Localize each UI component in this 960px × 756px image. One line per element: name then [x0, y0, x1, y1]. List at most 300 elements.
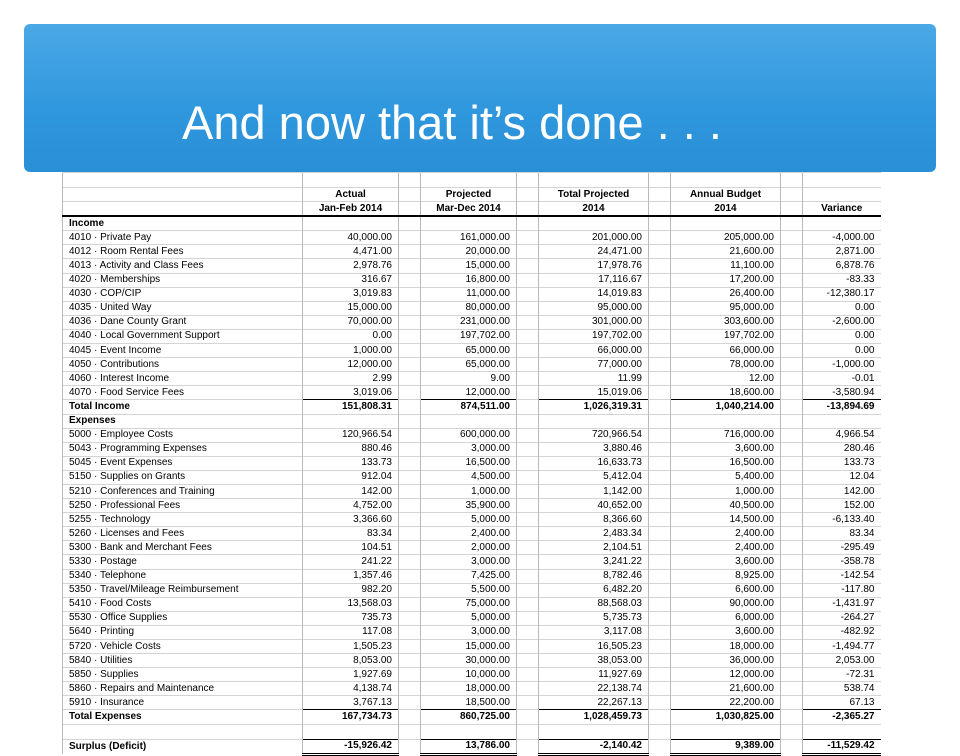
spacer-cell — [649, 344, 671, 358]
spacer-cell — [649, 216, 671, 231]
total-projected-value: 88,568.03 — [539, 597, 649, 611]
expense-row — [63, 470, 881, 484]
spacer-cell — [781, 301, 803, 315]
actual-value: 133.73 — [303, 456, 399, 470]
projected-value: 75,000.00 — [421, 597, 517, 611]
variance-value: 133.73 — [803, 456, 881, 470]
column-header: Jan-Feb 2014 — [303, 202, 399, 217]
expense-row — [63, 569, 881, 583]
spacer-cell — [539, 724, 649, 739]
projected-value: 161,000.00 — [421, 231, 517, 245]
projected-value: 3,000.00 — [421, 555, 517, 569]
total-projected-value: 3,241.22 — [539, 555, 649, 569]
spacer-cell — [399, 724, 421, 739]
spacer-cell — [781, 583, 803, 597]
spacer-cell — [399, 527, 421, 541]
spacer-cell — [399, 259, 421, 273]
variance-value: 142.00 — [803, 484, 881, 498]
spacer-cell — [63, 188, 303, 202]
expense-row — [63, 640, 881, 654]
spacer-cell — [649, 527, 671, 541]
actual-value: 8,053.00 — [303, 654, 399, 668]
spacer-cell — [399, 315, 421, 329]
total-projected-value: 201,000.00 — [539, 231, 649, 245]
annual-budget-value: 21,600.00 — [671, 682, 781, 696]
account-label: 5210 · Conferences and Training — [63, 484, 303, 498]
spacer-cell — [517, 513, 539, 527]
actual-value: 1,927.69 — [303, 668, 399, 682]
spacer-cell — [399, 216, 421, 231]
annual-budget-value: 90,000.00 — [671, 597, 781, 611]
spacer-cell — [399, 273, 421, 287]
projected-value: 11,000.00 — [421, 287, 517, 301]
income-row — [63, 245, 881, 259]
annual-budget-value: 2,400.00 — [671, 527, 781, 541]
spacer-cell — [649, 259, 671, 273]
expense-row — [63, 513, 881, 527]
projected-value: 80,000.00 — [421, 301, 517, 315]
spacer-cell — [399, 696, 421, 710]
title-banner — [24, 24, 936, 172]
section-label: Income — [63, 216, 303, 231]
annual-budget-value: 66,000.00 — [671, 344, 781, 358]
spacer-cell — [649, 611, 671, 625]
spacer-cell — [649, 541, 671, 555]
total-projected-value: 14,019.83 — [539, 287, 649, 301]
spacer-cell — [781, 724, 803, 739]
account-label: 5410 · Food Costs — [63, 597, 303, 611]
total-projected-value: 1,028,459.73 — [539, 710, 649, 724]
spacer-cell — [399, 414, 421, 428]
spacer-cell — [399, 555, 421, 569]
spacer-cell — [649, 273, 671, 287]
actual-value: 3,019.83 — [303, 287, 399, 301]
actual-value: 2.99 — [303, 372, 399, 386]
total-projected-value: 11,927.69 — [539, 668, 649, 682]
spacer-cell — [803, 414, 881, 428]
actual-value: 4,138.74 — [303, 682, 399, 696]
spacer-cell — [781, 372, 803, 386]
spacer-cell — [649, 654, 671, 668]
spacer-cell — [517, 555, 539, 569]
spacer-cell — [63, 173, 303, 188]
variance-value: -482.92 — [803, 625, 881, 639]
spacer-cell — [399, 372, 421, 386]
spacer-cell — [517, 428, 539, 442]
projected-value: 3,000.00 — [421, 625, 517, 639]
annual-budget-value: 11,100.00 — [671, 259, 781, 273]
spacer-cell — [399, 541, 421, 555]
spacer-cell — [517, 499, 539, 513]
annual-budget-value: 205,000.00 — [671, 231, 781, 245]
spacer-cell — [517, 682, 539, 696]
spacer-cell — [649, 442, 671, 456]
spacer-cell — [649, 499, 671, 513]
total-projected-value: 38,053.00 — [539, 654, 649, 668]
spacer-cell — [421, 414, 517, 428]
variance-value: -1,000.00 — [803, 358, 881, 372]
budget-spreadsheet — [62, 172, 880, 756]
income-row — [63, 231, 881, 245]
projected-value: 1,000.00 — [421, 484, 517, 498]
budget-table — [62, 172, 881, 756]
spacer-cell — [399, 640, 421, 654]
actual-value: 40,000.00 — [303, 231, 399, 245]
actual-value: 4,471.00 — [303, 245, 399, 259]
expense-row — [63, 541, 881, 555]
spacer-cell — [399, 245, 421, 259]
projected-value: 5,500.00 — [421, 583, 517, 597]
spacer-cell — [781, 245, 803, 259]
spacer-cell — [649, 301, 671, 315]
spacer-cell — [649, 315, 671, 329]
spacer-cell — [517, 287, 539, 301]
account-label: 5850 · Supplies — [63, 668, 303, 682]
spacer-cell — [781, 400, 803, 414]
account-label: 4070 · Food Service Fees — [63, 386, 303, 400]
slide-title: And now that it’s done . . . — [182, 96, 722, 149]
variance-value: -72.31 — [803, 668, 881, 682]
spacer-cell — [649, 329, 671, 343]
variance-value: 0.00 — [803, 344, 881, 358]
spacer-cell — [517, 724, 539, 739]
spacer-cell — [649, 188, 671, 202]
account-label: 4036 · Dane County Grant — [63, 315, 303, 329]
projected-value: 65,000.00 — [421, 344, 517, 358]
variance-value: 152.00 — [803, 499, 881, 513]
spacer-cell — [399, 456, 421, 470]
header-row-2 — [63, 202, 881, 217]
account-label: 4035 · United Way — [63, 301, 303, 315]
spacer-cell — [399, 739, 421, 754]
spacer-cell — [649, 202, 671, 217]
account-label: 5150 · Supplies on Grants — [63, 470, 303, 484]
projected-value: 35,900.00 — [421, 499, 517, 513]
spacer-cell — [517, 301, 539, 315]
projected-value: 10,000.00 — [421, 668, 517, 682]
actual-value: 151,808.31 — [303, 400, 399, 414]
account-label: 5330 · Postage — [63, 555, 303, 569]
total-income-row — [63, 400, 881, 414]
actual-value: 12,000.00 — [303, 358, 399, 372]
actual-value: 982.20 — [303, 583, 399, 597]
spacer-cell — [399, 470, 421, 484]
total-projected-value: 15,019.06 — [539, 386, 649, 400]
account-label: Surplus (Deficit) — [63, 739, 303, 754]
account-label: 5910 · Insurance — [63, 696, 303, 710]
expense-row — [63, 597, 881, 611]
surplus-row — [63, 739, 881, 754]
income-row — [63, 372, 881, 386]
spacer-cell — [781, 414, 803, 428]
total-projected-value: 66,000.00 — [539, 344, 649, 358]
expense-row — [63, 583, 881, 597]
variance-value: -12,380.17 — [803, 287, 881, 301]
variance-value: -13,894.69 — [803, 400, 881, 414]
spacer-cell — [517, 710, 539, 724]
expense-row — [63, 555, 881, 569]
account-label: 5000 · Employee Costs — [63, 428, 303, 442]
spacer-cell — [649, 710, 671, 724]
annual-budget-value: 36,000.00 — [671, 654, 781, 668]
variance-value: -358.78 — [803, 555, 881, 569]
spacer-cell — [399, 484, 421, 498]
spacer-cell — [399, 682, 421, 696]
income-row — [63, 386, 881, 400]
spacer-cell — [649, 555, 671, 569]
income-row — [63, 301, 881, 315]
projected-value: 12,000.00 — [421, 386, 517, 400]
account-label: Total Expenses — [63, 710, 303, 724]
spacer-cell — [649, 231, 671, 245]
total-projected-value: -2,140.42 — [539, 739, 649, 754]
account-label: 5720 · Vehicle Costs — [63, 640, 303, 654]
spacer-cell — [649, 724, 671, 739]
spacer-cell — [517, 344, 539, 358]
spacer-cell — [649, 625, 671, 639]
spacer-cell — [399, 710, 421, 724]
spacer-cell — [649, 640, 671, 654]
total-projected-value: 720,966.54 — [539, 428, 649, 442]
account-label: 5043 · Programming Expenses — [63, 442, 303, 456]
projected-value: 5,000.00 — [421, 513, 517, 527]
spacer-cell — [539, 173, 649, 188]
total-projected-value: 17,978.76 — [539, 259, 649, 273]
variance-value: -2,365.27 — [803, 710, 881, 724]
expense-row — [63, 682, 881, 696]
annual-budget-value: 3,600.00 — [671, 625, 781, 639]
spacer-cell — [781, 188, 803, 202]
expense-row — [63, 442, 881, 456]
total-projected-value: 3,117.08 — [539, 625, 649, 639]
spacer-cell — [517, 442, 539, 456]
spacer-cell — [399, 386, 421, 400]
total-projected-value: 17,116.67 — [539, 273, 649, 287]
projected-value: 2,000.00 — [421, 541, 517, 555]
actual-value: 3,019.06 — [303, 386, 399, 400]
projected-value: 231,000.00 — [421, 315, 517, 329]
total-expenses-row — [63, 710, 881, 724]
annual-budget-value: 1,030,825.00 — [671, 710, 781, 724]
section-label: Expenses — [63, 414, 303, 428]
spacer-cell — [781, 173, 803, 188]
account-label: 5340 · Telephone — [63, 569, 303, 583]
projected-value: 860,725.00 — [421, 710, 517, 724]
variance-value: -3,580.94 — [803, 386, 881, 400]
income-row — [63, 273, 881, 287]
spacer-cell — [399, 625, 421, 639]
column-header: 2014 — [671, 202, 781, 217]
spacer-cell — [303, 724, 399, 739]
spacer-cell — [399, 188, 421, 202]
total-projected-value: 22,138.74 — [539, 682, 649, 696]
annual-budget-value: 95,000.00 — [671, 301, 781, 315]
spacer-cell — [649, 569, 671, 583]
expense-row — [63, 625, 881, 639]
spacer-cell — [649, 372, 671, 386]
spacer-cell — [649, 386, 671, 400]
total-projected-value: 2,104.51 — [539, 541, 649, 555]
projected-value: 5,000.00 — [421, 611, 517, 625]
spacer-cell — [399, 499, 421, 513]
account-label: 5860 · Repairs and Maintenance — [63, 682, 303, 696]
spacer-cell — [781, 470, 803, 484]
spacer-cell — [781, 541, 803, 555]
spacer-cell — [399, 344, 421, 358]
total-projected-value: 77,000.00 — [539, 358, 649, 372]
projected-value: 65,000.00 — [421, 358, 517, 372]
actual-value: 13,568.03 — [303, 597, 399, 611]
spacer-cell — [399, 513, 421, 527]
projected-value: 3,000.00 — [421, 442, 517, 456]
account-label: Total Income — [63, 400, 303, 414]
spacer-cell — [781, 625, 803, 639]
spacer-cell — [781, 386, 803, 400]
spacer-cell — [649, 456, 671, 470]
projected-value: 30,000.00 — [421, 654, 517, 668]
income-row — [63, 329, 881, 343]
projected-value: 15,000.00 — [421, 259, 517, 273]
spacer-cell — [649, 414, 671, 428]
annual-budget-value: 303,600.00 — [671, 315, 781, 329]
spacer-cell — [781, 710, 803, 724]
spacer-cell — [303, 173, 399, 188]
variance-value: 0.00 — [803, 301, 881, 315]
annual-budget-value: 21,600.00 — [671, 245, 781, 259]
projected-value: 7,425.00 — [421, 569, 517, 583]
expense-row — [63, 499, 881, 513]
annual-budget-value: 26,400.00 — [671, 287, 781, 301]
spacer-cell — [781, 527, 803, 541]
spacer-cell — [781, 216, 803, 231]
column-header: Mar-Dec 2014 — [421, 202, 517, 217]
spacer-cell — [517, 484, 539, 498]
spacer-cell — [781, 696, 803, 710]
projected-value: 15,000.00 — [421, 640, 517, 654]
income-row — [63, 315, 881, 329]
spacer-cell — [399, 400, 421, 414]
spacer-cell — [781, 597, 803, 611]
total-projected-value: 1,142.00 — [539, 484, 649, 498]
spacer-cell — [517, 456, 539, 470]
spacer-cell — [671, 724, 781, 739]
account-label: 5255 · Technology — [63, 513, 303, 527]
spacer-cell — [517, 414, 539, 428]
spacer-cell — [517, 470, 539, 484]
actual-value: 1,000.00 — [303, 344, 399, 358]
spacer-cell — [781, 259, 803, 273]
total-projected-value: 16,633.73 — [539, 456, 649, 470]
annual-budget-value: 3,600.00 — [671, 555, 781, 569]
spacer-cell — [649, 484, 671, 498]
spacer-cell — [781, 287, 803, 301]
variance-value: 0.00 — [803, 329, 881, 343]
column-header: Actual — [303, 188, 399, 202]
column-header: 2014 — [539, 202, 649, 217]
projected-value: 13,786.00 — [421, 739, 517, 754]
variance-value: 2,871.00 — [803, 245, 881, 259]
actual-value: 241.22 — [303, 555, 399, 569]
spacer-cell — [421, 724, 517, 739]
spacer-cell — [517, 541, 539, 555]
total-projected-value: 16,505.23 — [539, 640, 649, 654]
total-projected-value: 40,652.00 — [539, 499, 649, 513]
account-label: 5530 · Office Supplies — [63, 611, 303, 625]
income-row — [63, 358, 881, 372]
spacer-cell — [781, 668, 803, 682]
spacer-cell — [781, 555, 803, 569]
spacer-cell — [517, 569, 539, 583]
variance-value: -117.80 — [803, 583, 881, 597]
variance-value: -11,529.42 — [803, 739, 881, 754]
spacer-cell — [649, 513, 671, 527]
annual-budget-value: 5,400.00 — [671, 470, 781, 484]
spacer-cell — [781, 484, 803, 498]
spacer-cell — [517, 216, 539, 231]
spacer-cell — [649, 173, 671, 188]
total-projected-value: 2,483.34 — [539, 527, 649, 541]
expense-row — [63, 668, 881, 682]
spacer-cell — [517, 245, 539, 259]
account-label: 4045 · Event Income — [63, 344, 303, 358]
variance-value: 4,966.54 — [803, 428, 881, 442]
account-label: 4020 · Memberships — [63, 273, 303, 287]
spacer-cell — [649, 287, 671, 301]
spacer-cell — [399, 329, 421, 343]
income-section-row — [63, 216, 881, 231]
spacer-cell — [803, 216, 881, 231]
variance-value: -264.27 — [803, 611, 881, 625]
variance-value: -142.54 — [803, 569, 881, 583]
expense-row — [63, 654, 881, 668]
spacer-cell — [781, 442, 803, 456]
column-header: Annual Budget — [671, 188, 781, 202]
actual-value: 117.08 — [303, 625, 399, 639]
annual-budget-value: 6,000.00 — [671, 611, 781, 625]
column-header: Projected — [421, 188, 517, 202]
spacer-cell — [781, 640, 803, 654]
spacer-cell — [781, 682, 803, 696]
account-label: 5840 · Utilities — [63, 654, 303, 668]
blank-row — [63, 173, 881, 188]
spacer-cell — [671, 414, 781, 428]
income-row — [63, 259, 881, 273]
actual-value: 1,505.23 — [303, 640, 399, 654]
spacer-cell — [781, 654, 803, 668]
spacer-cell — [517, 202, 539, 217]
annual-budget-value: 14,500.00 — [671, 513, 781, 527]
spacer-cell — [517, 625, 539, 639]
total-projected-value: 22,267.13 — [539, 696, 649, 710]
spacer-cell — [803, 173, 881, 188]
total-projected-value: 5,412.04 — [539, 470, 649, 484]
projected-value: 18,500.00 — [421, 696, 517, 710]
account-label: 5300 · Bank and Merchant Fees — [63, 541, 303, 555]
variance-value: -0.01 — [803, 372, 881, 386]
spacer-cell — [517, 329, 539, 343]
actual-value: 83.34 — [303, 527, 399, 541]
account-label: 5045 · Event Expenses — [63, 456, 303, 470]
spacer-cell — [517, 597, 539, 611]
annual-budget-value: 716,000.00 — [671, 428, 781, 442]
spacer-cell — [649, 470, 671, 484]
actual-value: 167,734.73 — [303, 710, 399, 724]
spacer-cell — [781, 456, 803, 470]
account-label: 4050 · Contributions — [63, 358, 303, 372]
account-label: 4030 · COP/CIP — [63, 287, 303, 301]
variance-value: 280.46 — [803, 442, 881, 456]
spacer-cell — [63, 724, 303, 739]
